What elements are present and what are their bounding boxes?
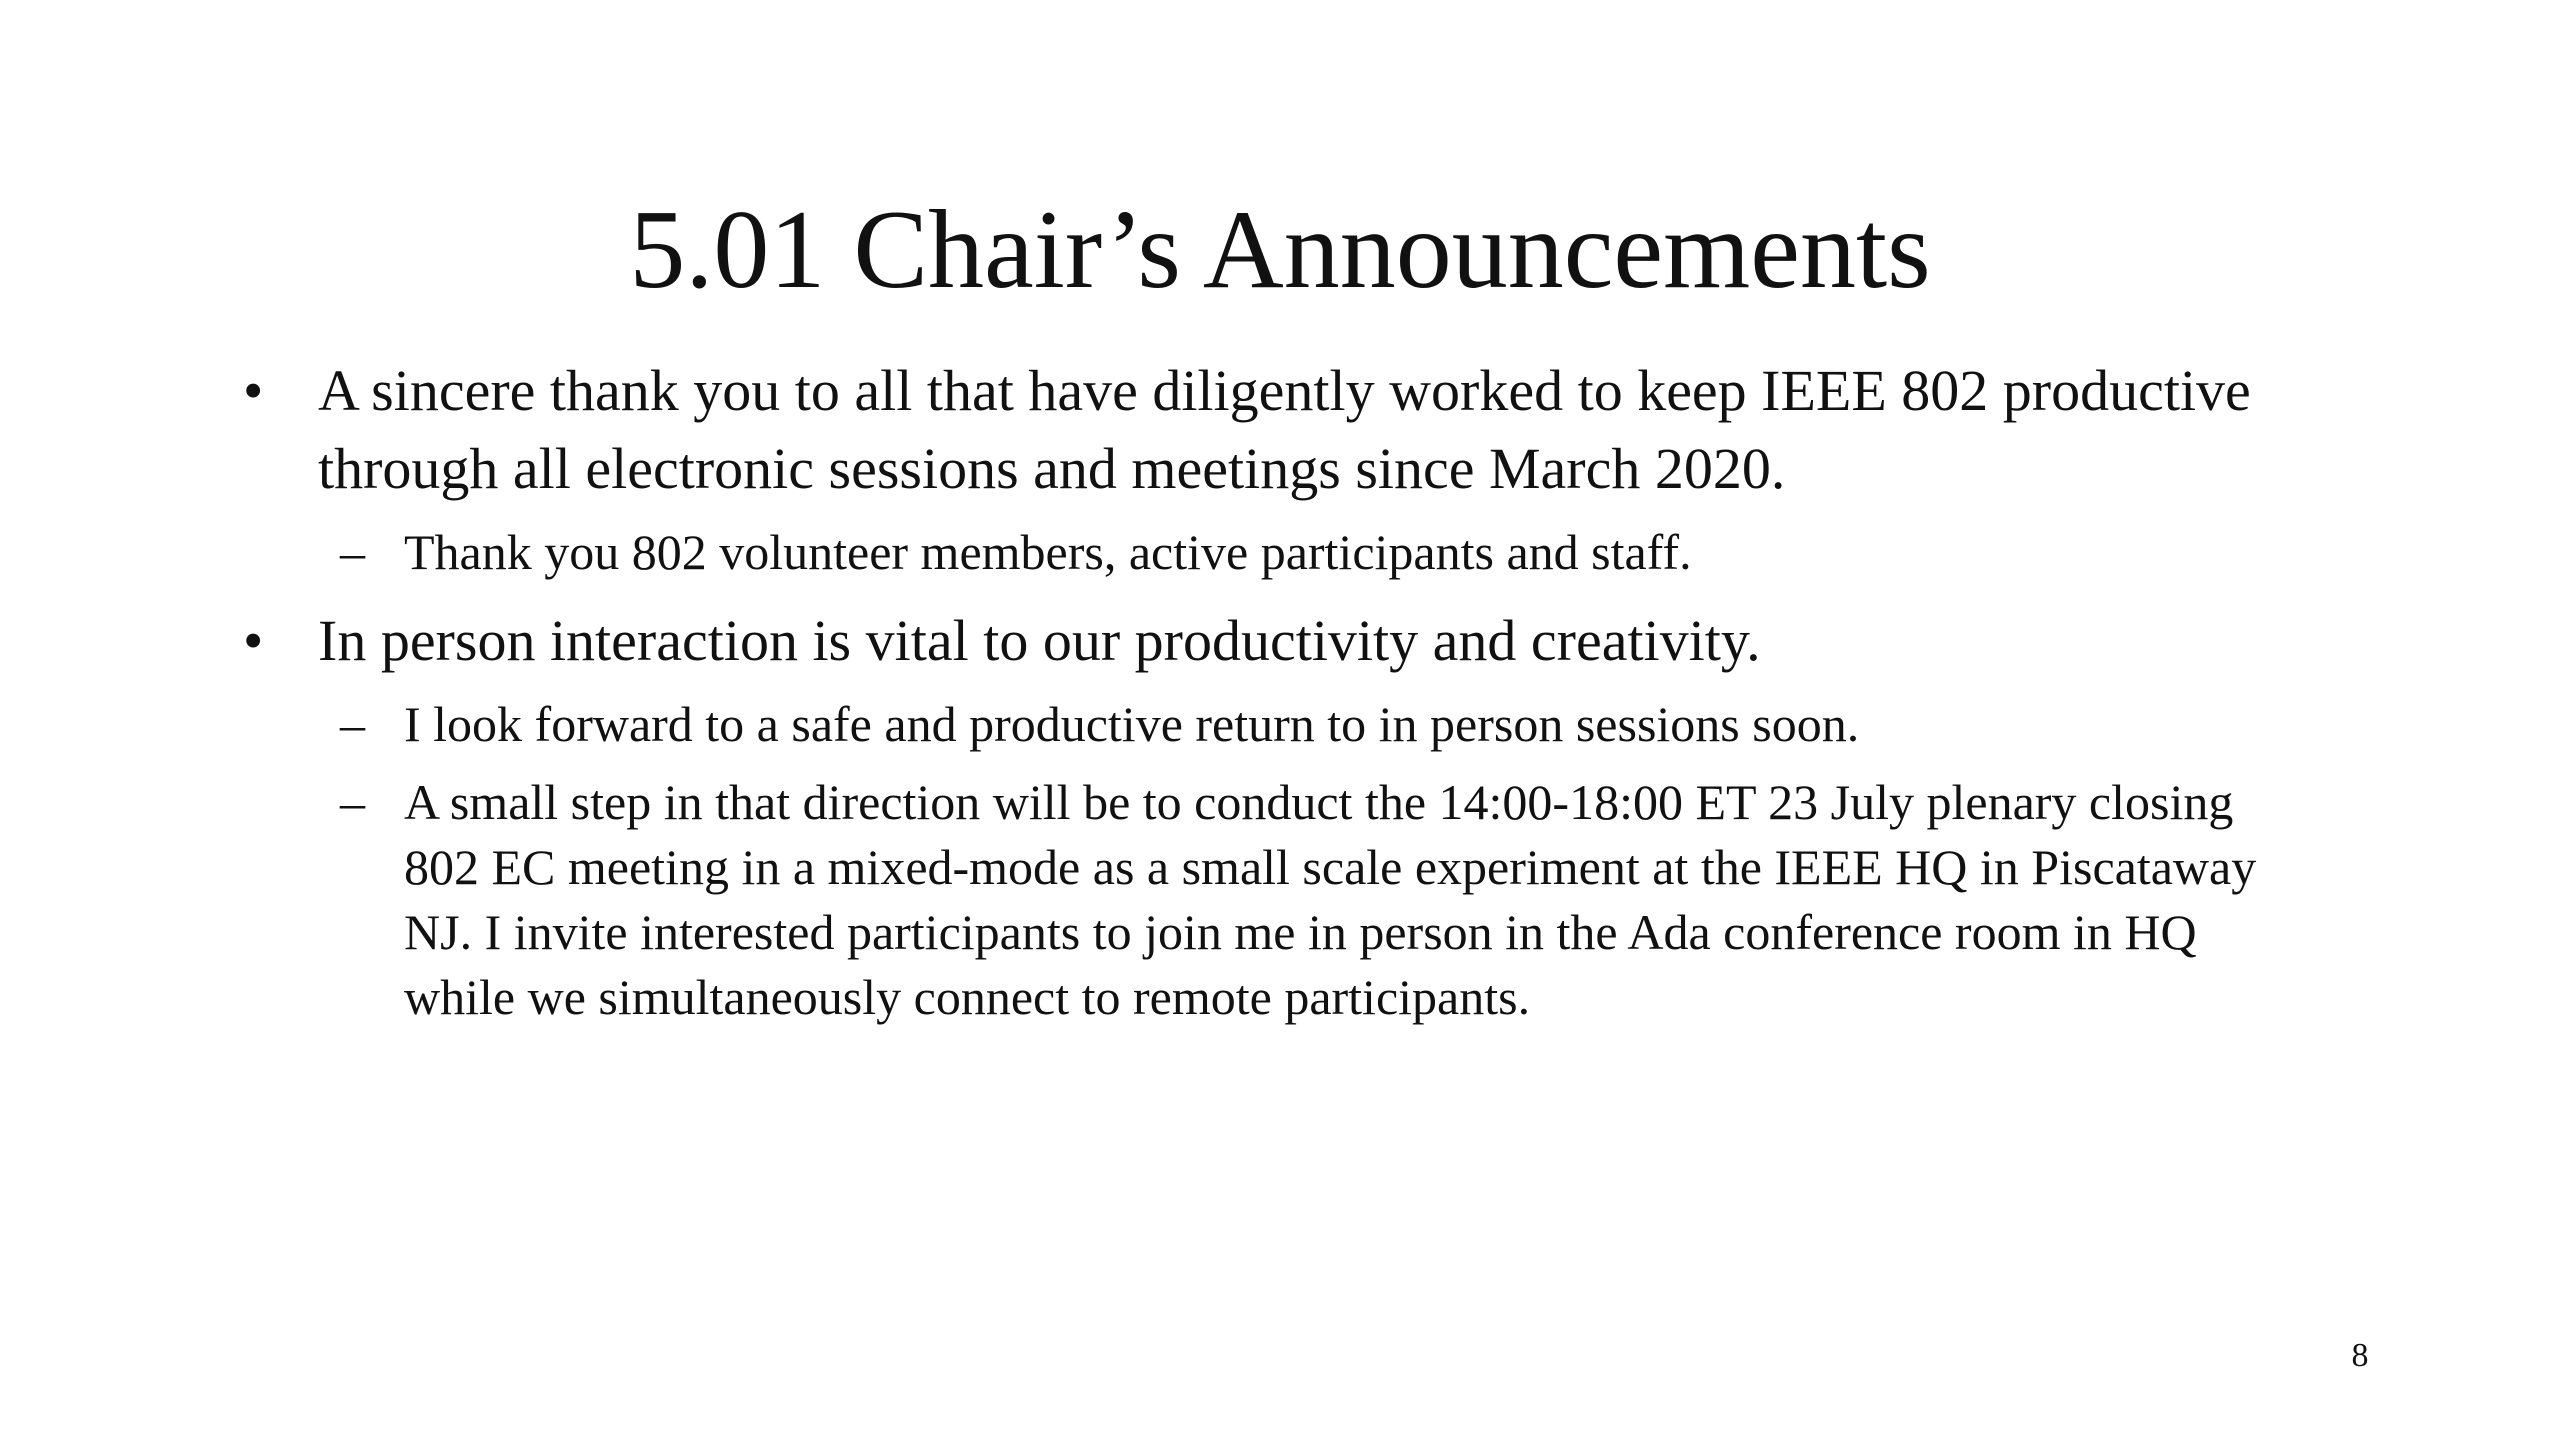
sub-bullet-text: A small step in that direction will be to conduct the 14:00-18:00 ET 23 July plenary closing 802 EC meeting in a mixed-mode as a small scale experiment at the IEEE HQ in Piscataway NJ. I invite interested participants to join me in person in the Ada conference room in HQ while we simultaneously connect to remote participants. xyxy=(404,774,2257,1025)
bullet-marker: • xyxy=(243,608,264,673)
bullet-marker: • xyxy=(243,358,264,423)
sub-bullet-marker: – xyxy=(340,696,365,752)
slide-title: 5.01 Chair’s Announcements xyxy=(629,188,1931,312)
sub-bullet-text: Thank you 802 volunteer members, active participants and staff. xyxy=(404,524,1692,580)
bullet-text: A sincere thank you to all that have diligently worked to keep IEEE 802 productive through all electronic sessions and meetings since March 2020. xyxy=(318,358,2251,501)
sub-bullet-marker: – xyxy=(340,774,365,830)
page-number: 8 xyxy=(2351,1337,2369,1374)
sub-bullet-marker: – xyxy=(340,524,365,580)
bullet-text: In person interaction is vital to our productivity and creativity. xyxy=(318,608,1761,673)
sub-bullet-text: I look forward to a safe and productive return to in person sessions soon. xyxy=(404,696,1860,752)
